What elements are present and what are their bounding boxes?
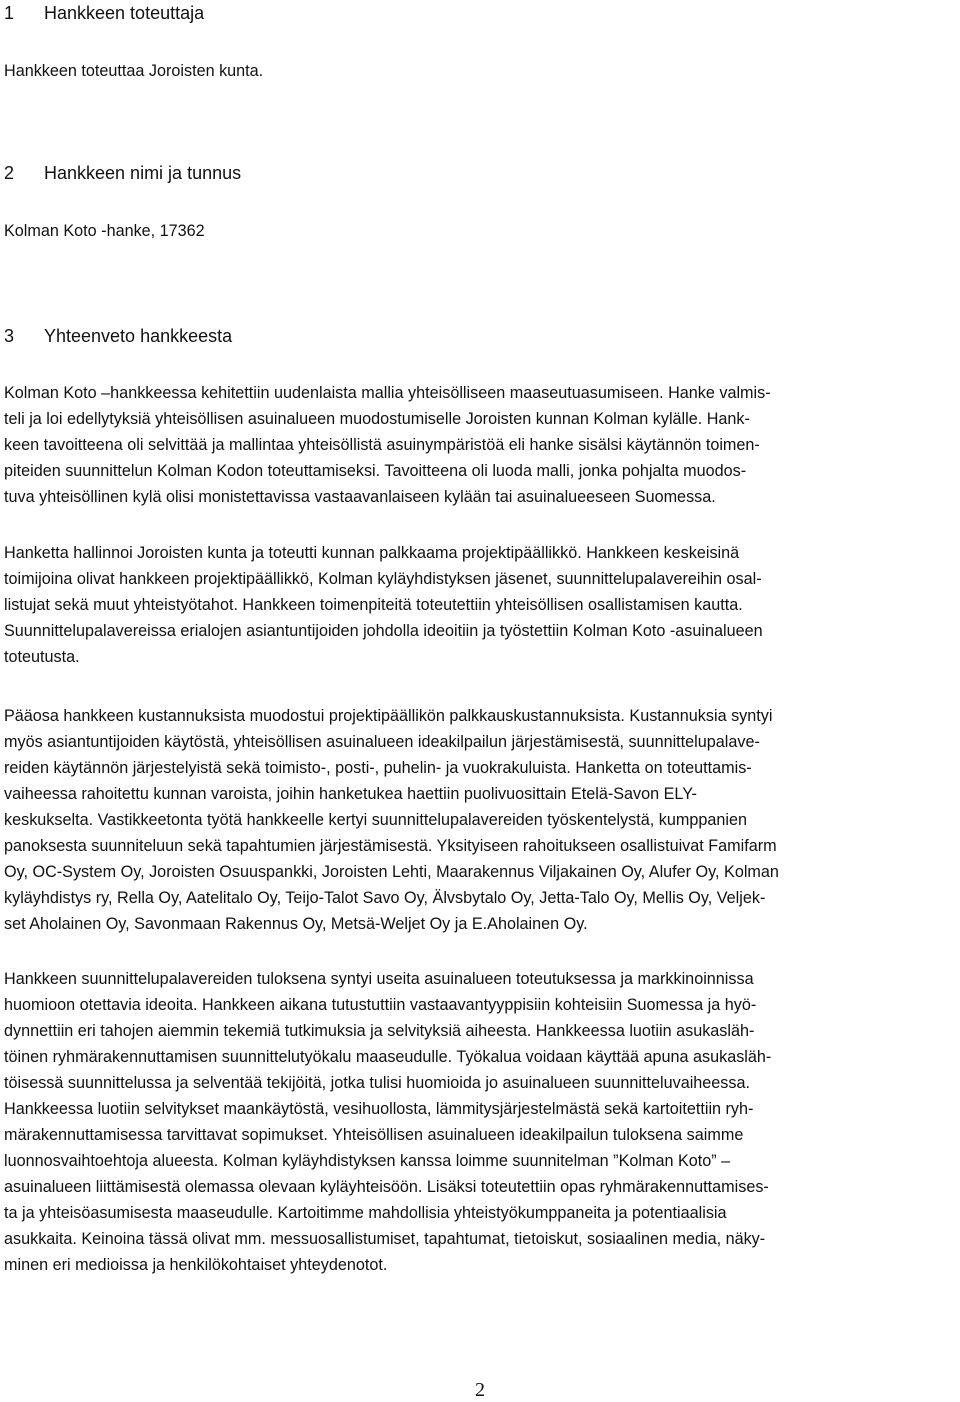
- section-3-heading: [4, 323, 232, 349]
- section-1-paragraph-1: [4, 58, 954, 84]
- text-line: listujat sekä muut yhteistyötahot. Hankkeen toimenpiteitä toteutettiin yhteisöllisen osallistamisen kautta.: [4, 596, 743, 614]
- text-line: Hankkeen suunnittelupalavereiden tuloksena syntyi useita asuinalueen toteutuksessa ja markkinoinnissa: [4, 970, 754, 988]
- section-number: 1: [4, 3, 15, 23]
- text-line: keskukselta. Vastikkeetonta työtä hankkeelle kertyi suunnittelupalavereiden työskentelystä, kumppanien: [4, 811, 747, 829]
- text-line: asuinalueen liittämisestä olemassa olevaan kyläyhteisöön. Lisäksi toteutettiin opas ryhmärakennuttamises-: [4, 1178, 769, 1196]
- section-2-paragraph-1: [4, 218, 954, 244]
- text-line: Kolman Koto -hanke, 17362: [4, 222, 205, 240]
- section-3-paragraph-4: [4, 966, 954, 1278]
- text-line: reiden käytännön järjestelyistä sekä toimisto-, posti-, puhelin- ja vuokrakuluista. Hanketta on toteuttamis-: [4, 759, 752, 777]
- text-line: ta ja yhteisöasumisesta maaseudulle. Kartoitimme mahdollisia yhteistyökumppaneita ja potentiaalisia: [4, 1204, 727, 1222]
- text-line: minen eri medioissa ja henkilökohtaiset yhteydenotot.: [4, 1256, 388, 1274]
- text-line: set Aholainen Oy, Savonmaan Rakennus Oy, Metsä-Weljet Oy ja E.Aholainen Oy.: [4, 915, 588, 933]
- section-number: 3: [4, 326, 15, 346]
- text-line: teli ja loi edellytyksiä yhteisöllisen asuinalueen muodostumiselle Joroisten kunnan Kolman kylälle. Hank-: [4, 410, 750, 428]
- text-line: myös asiantuntijoiden käytöstä, yhteisöllisen asuinalueen ideakilpailun järjestämisestä, suunnittelupalave-: [4, 733, 760, 751]
- text-line: Suunnittelupalavereissa erialojen asiantuntijoiden johdolla ideoitiin ja työstettiin Kolman Koto -asuinalueen: [4, 622, 763, 640]
- section-3-paragraph-1: [4, 380, 954, 510]
- section-title: Hankkeen toteuttaja: [44, 3, 205, 23]
- text-line: töisessä suunnittelussa ja selventää tekijöitä, jotka tulisi huomioida jo asuinalueen suunnitteluvaiheessa.: [4, 1074, 750, 1092]
- page-number: 2: [475, 1379, 485, 1401]
- text-line: toteutusta.: [4, 648, 80, 666]
- section-1-heading: [4, 0, 204, 26]
- text-line: Hankkeessa luotiin selvitykset maankäytöstä, vesihuollosta, lämmitysjärjestelmästä sekä kartoitettiin ryh-: [4, 1100, 754, 1118]
- text-line: Hankkeen toteuttaa Joroisten kunta.: [4, 62, 264, 80]
- text-line: vaiheessa rahoitettu kunnan varoista, joihin hanketukea haettiin puolivuosittain Etelä-Savon ELY-: [4, 785, 697, 803]
- text-line: toimijoina olivat hankkeen projektipäällikkö, Kolman kyläyhdistyksen jäsenet, suunnittelupalavereihin osal-: [4, 570, 762, 588]
- text-line: asukkaita. Keinoina tässä olivat mm. messuosallistumiset, tapahtumat, tietoiskut, sosiaalinen media, näky-: [4, 1230, 766, 1248]
- section-3-paragraph-3: [4, 703, 954, 937]
- text-line: huomioon otettavia ideoita. Hankkeen aikana tutustuttiin vastaavantyyppisiin kohteisiin Suomessa ja hyö-: [4, 996, 757, 1014]
- text-line: töinen ryhmärakennuttamisen suunnittelutyökalu maaseudulle. Työkalua voidaan käyttää apuna asukasläh-: [4, 1048, 772, 1066]
- section-number: 2: [4, 163, 15, 183]
- text-line: luonnosvaihtoehtoja alueesta. Kolman kyläyhdistyksen kanssa loimme suunnitelman ”Kolman Koto” –: [4, 1152, 731, 1170]
- text-line: Pääosa hankkeen kustannuksista muodostui projektipäällikön palkkauskustannuksista. Kustannuksia syntyi: [4, 707, 773, 725]
- text-line: tuva yhteisöllinen kylä olisi monistettavissa vastaavanlaiseen kylään tai asuinalueeseen Suomessa.: [4, 488, 716, 506]
- text-line: kyläyhdistys ry, Rella Oy, Aatelitalo Oy, Teijo-Talot Savo Oy, Älvsbytalo Oy, Jetta-Talo Oy, Mellis Oy, Veljek-: [4, 889, 766, 907]
- section-title: Hankkeen nimi ja tunnus: [44, 163, 242, 183]
- section-2-heading: [4, 160, 241, 186]
- text-line: Oy, OC-System Oy, Joroisten Osuuspankki, Joroisten Lehti, Maarakennus Viljakainen Oy, Alufer Oy, Kolman: [4, 863, 779, 881]
- section-title: Yhteenveto hankkeesta: [44, 326, 233, 346]
- text-line: Hanketta hallinnoi Joroisten kunta ja toteutti kunnan palkkaama projektipäällikkö. Hankkeen keskeisinä: [4, 544, 740, 562]
- section-3-paragraph-2: [4, 540, 954, 670]
- text-line: piteiden suunnittelun Kolman Kodon toteuttamiseksi. Tavoitteena oli luoda malli, jonka pohjalta muodos-: [4, 462, 747, 480]
- text-line: Kolman Koto –hankkeessa kehitettiin uudenlaista mallia yhteisölliseen maaseutuasumiseen. Hanke valmis-: [4, 384, 771, 402]
- text-line: dynnettiin eri tahojen aiemmin tekemiä tutkimuksia ja selvityksiä aiheesta. Hankkeessa luotiin asukasläh-: [4, 1022, 755, 1040]
- text-line: keen tavoitteena oli selvittää ja mallintaa yhteisöllistä asuinympäristöä eli hanke sisälsi käytännön toimen-: [4, 436, 760, 454]
- text-line: panoksesta suunniteluun sekä tapahtumien järjestämisestä. Yksityiseen rahoitukseen osallistuivat Famifarm: [4, 837, 777, 855]
- text-line: märakennuttamisessa tarvittavat sopimukset. Yhteisöllisen asuinalueen ideakilpailun tuloksena saimme: [4, 1126, 744, 1144]
